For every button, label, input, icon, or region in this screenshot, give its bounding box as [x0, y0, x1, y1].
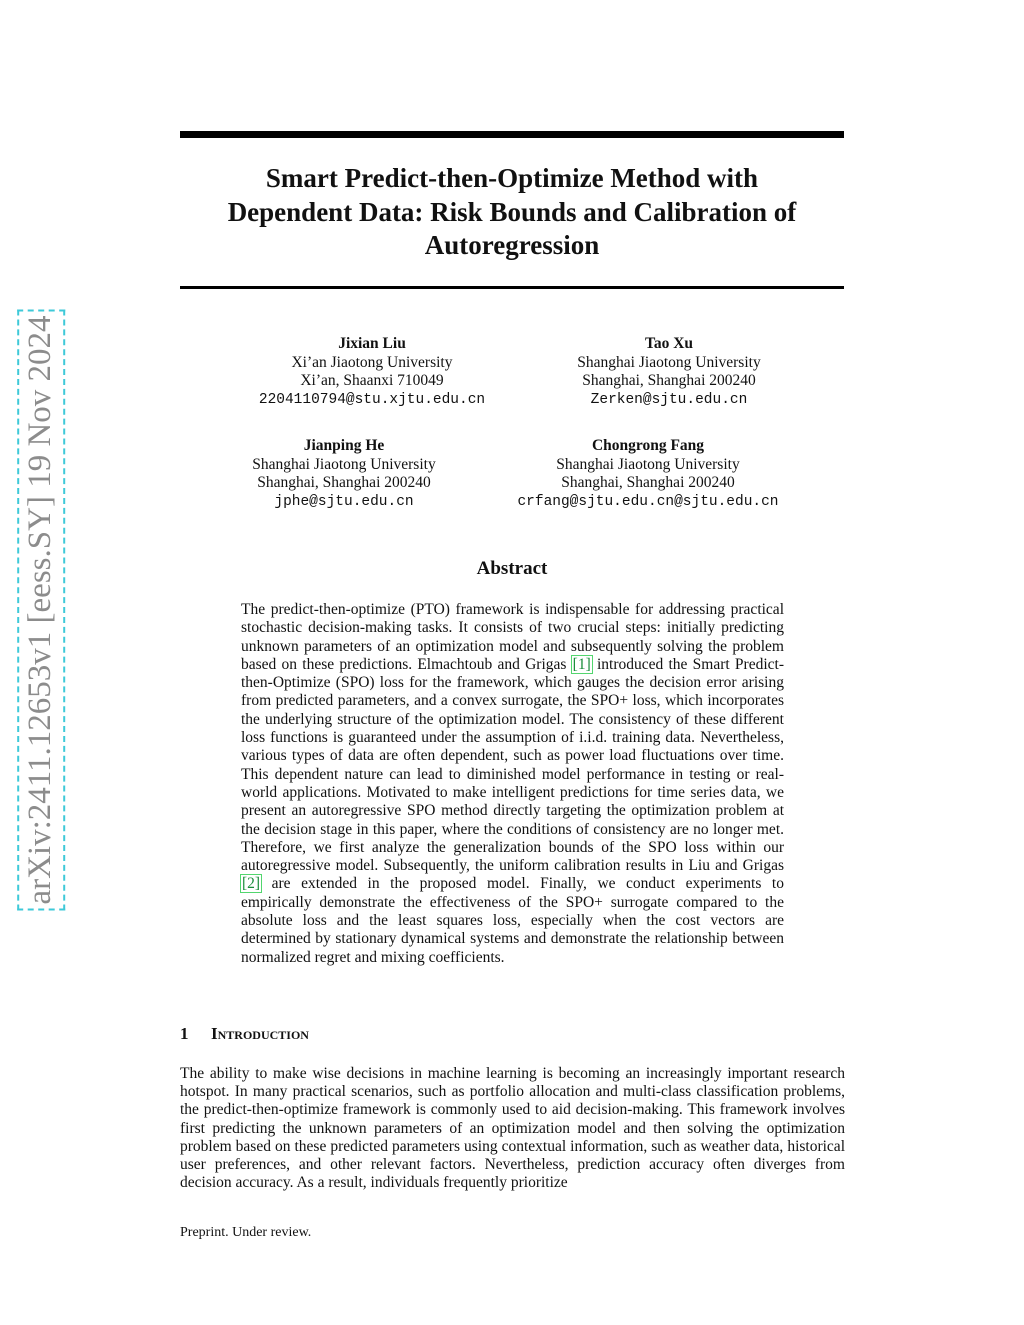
page-footer: Preprint. Under review.	[180, 1225, 312, 1240]
citation-link[interactable]: [2]	[242, 875, 261, 893]
author-affiliation: Shanghai Jiaotong University	[252, 455, 436, 473]
author-block-jixian-liu	[212, 335, 532, 409]
abstract-text	[241, 601, 784, 967]
author-location: Xi’an, Shaanxi 710049	[300, 372, 444, 389]
title-top-rule	[180, 131, 844, 138]
author-affiliation: Shanghai Jiaotong University	[556, 455, 740, 473]
paper-title	[180, 162, 844, 263]
author-email[interactable]: jphe@sjtu.edu.cn	[274, 493, 414, 510]
abstract-text-part: introduced the Smart Predict-then-Optimize (SPO) loss for the framework, which gauges the decision error arising from predicted parameters, and a convex surrogate, the SPO+ loss, which incorporates the underlying structure of the optimization model. The consistency of these different loss functions is guaranteed under the assumption of i.i.d. training data. Nevertheless, various types of data are often dependent, such as power load fluctuations over time. This dependent nature can lead to diminished model performance in testing or real-world applications. Motivated to make intelligent predictions for time series data, we present an autoregressive SPO method directly targeting the optimization problem at the decision stage in this paper, where the conditions of consistency are no longer met. Therefore, we first analyze the generalization bounds of the SPO loss within our autoregressive model. Subsequently, the uniform calibration results in Liu and Grigas	[241, 655, 784, 875]
author-block-chongrong-fang	[488, 437, 808, 511]
section-title: Introduction	[211, 1024, 309, 1043]
author-email[interactable]: 2204110794@stu.xjtu.edu.cn	[258, 391, 486, 408]
title-line: Smart Predict-then-Optimize Method with	[265, 163, 759, 193]
author-location: Shanghai, Shanghai 200240	[582, 372, 756, 389]
author-name: Chongrong Fang	[591, 437, 705, 454]
section-number: 1	[180, 1024, 189, 1043]
title-line: Autoregression	[424, 230, 600, 260]
citation-link[interactable]: [1]	[572, 655, 591, 673]
author-affiliation: Shanghai Jiaotong University	[577, 353, 761, 371]
author-name: Tao Xu	[644, 335, 694, 352]
author-block-jianping-he	[184, 437, 504, 511]
author-location: Shanghai, Shanghai 200240	[561, 474, 735, 491]
introduction-text: The ability to make wise decisions in machine learning is becoming an increasingly important research hotspot. In many practical scenarios, such as portfolio allocation and multi-class classification problems, the predict-then-optimize framework is commonly used to aid decision-making. This framework involves first predicting the unknown parameters of an optimization model and then solving the optimization problem based on these predicted parameters using contextual information, such as weather data, historical user preferences, and other relevant factors. Nevertheless, prediction accuracy often diverges from decision accuracy. As a result, individuals frequently prioritize	[180, 1065, 845, 1192]
author-affiliation: Xi’an Jiaotong University	[291, 353, 453, 371]
author-name: Jianping He	[303, 437, 385, 454]
arxiv-identifier: arXiv:2411.12653v1 [eess.SY] 19 Nov 2024	[17, 309, 65, 910]
abstract-heading: Abstract	[476, 558, 548, 579]
author-email[interactable]: Zerken@sjtu.edu.cn	[590, 391, 748, 408]
abstract-text-part: are extended in the proposed model. Finally, we conduct experiments to empirically demonstrate the effectiveness of the SPO+ surrogate compared to the absolute loss and the least squares loss, especially when the cost vectors are determined by stationary dynamical systems and demonstrate the relationship between normalized regret and mixing coefficients.	[241, 875, 784, 966]
author-name: Jixian Liu	[338, 335, 406, 352]
title-bottom-rule	[180, 286, 844, 289]
section-heading-introduction	[180, 1024, 309, 1044]
author-block-tao-xu	[509, 335, 829, 409]
title-line: Dependent Data: Risk Bounds and Calibration of	[227, 196, 797, 227]
abstract-text-part: The predict-then-optimize (PTO) framework is indispensable for addressing practical stochastic decision-making tasks. It consists of two crucial steps: initially predicting unknown parameters of an optimization model and subsequently solving the problem based on these predictions. Elmachtoub and Grigas	[241, 601, 784, 673]
author-location: Shanghai, Shanghai 200240	[257, 474, 431, 491]
author-email[interactable]: crfang@sjtu.edu.cn@sjtu.edu.cn	[517, 493, 779, 510]
